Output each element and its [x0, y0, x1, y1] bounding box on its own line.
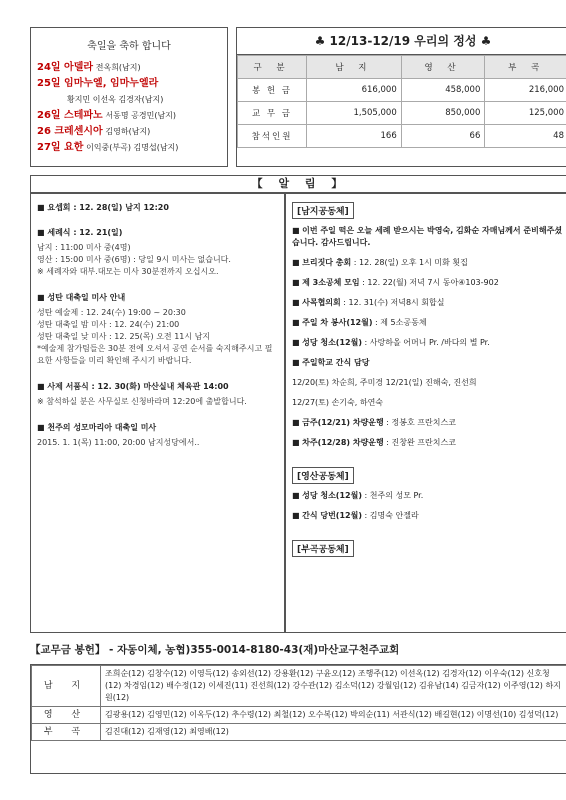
- feast-names: 전옥희(남지): [95, 63, 141, 72]
- feast-day: 27일 요한: [37, 142, 84, 153]
- announcement-line: 성탄 대축일 밤 미사 : 12. 24(수) 21:00: [37, 320, 180, 329]
- donation-names: 김광용(12) 김영민(12) 이옥두(12) 추수령(12) 최철(12) 오수복(12) 박의순(11) 서관식(12) 배길현(12) 이명선(10) 김성덕(12): [101, 707, 566, 724]
- community-notice: [292, 257, 563, 269]
- announcement-heading: ■ 요셉회 : 12. 28(일) 남지 12:20: [37, 202, 278, 213]
- bugok-community-label: [부곡공동체]: [292, 540, 354, 557]
- notice-detail: : 천주의 성모 Pr.: [361, 491, 424, 500]
- announcement-line: 영산 : 15:00 미사 중(6명) : 당일 9시 미사는 없습니다.: [37, 255, 231, 264]
- feast-line: [37, 140, 221, 156]
- notice-title: 브리짓다 총회: [302, 258, 352, 267]
- offering-table: [237, 55, 566, 148]
- offering-value: 166: [307, 125, 402, 148]
- offering-value: 1,505,000: [307, 102, 402, 125]
- announcement-block: [37, 381, 278, 408]
- feast-names: 김영하(남지): [105, 127, 151, 136]
- feast-day: 26일 스테파노: [37, 110, 103, 121]
- community-notice: [292, 490, 563, 502]
- announcement-line: 성탄 예술제 : 12. 24(수) 19:00 ~ 20:30: [37, 308, 186, 317]
- offering-row: [238, 125, 566, 148]
- offering-header-cell: 남 지: [307, 56, 402, 79]
- donation-table: [31, 665, 566, 741]
- notice-detail: : 사랑하올 어머니 Pr. /바다의 별 Pr.: [361, 338, 490, 347]
- announcement-block: [37, 202, 278, 213]
- offering-box: [236, 27, 566, 167]
- notice-detail: : 정봉호 프란치스코: [383, 418, 456, 427]
- feast-line: [37, 124, 221, 140]
- feast-line: [37, 60, 221, 76]
- announcement-line: ※ 참석하실 분은 사무실로 신청바라며 12:20에 출발합니다.: [37, 397, 247, 406]
- offering-row-label: 봉 헌 금: [238, 79, 307, 102]
- announcement-block: [37, 227, 278, 278]
- yeongsan-community-label: [영산공동체]: [292, 467, 354, 484]
- announcement-line: *예술제 참가팀들은 30분 전에 오셔서 공연 순서를 숙지해주시고 필요한 사항들을 미리 확인해 주시기 바랍니다.: [37, 344, 273, 365]
- notice-title: 주일학교 간식 담당: [302, 358, 370, 367]
- notice-title: 사목협의회: [302, 298, 341, 307]
- notice-detail: : 진창완 프란치스코: [383, 438, 456, 447]
- announcement-block: [37, 292, 278, 367]
- feast-day: 24일 아델라: [37, 62, 94, 73]
- notice-detail: : 김명숙 안젤라: [361, 511, 419, 520]
- donation-row: [32, 666, 566, 707]
- feast-line: [37, 76, 221, 92]
- donation-names: 조희순(12) 김창수(12) 이영득(12) 송외선(12) 강용환(12) 구윤오(12) 조행주(12) 이선옥(12) 김경자(12) 이우숙(12) 신호청(12) 차경임(12) 배수정(12) 이세진(11) 진선희(12) 강수관(12) 김소덕(12) 강월임(12) 김유남(14) 김금자(12) 이주영(12) 하지원(12): [101, 666, 566, 707]
- feast-names: 이익중(부곡) 김명섭(남지): [86, 143, 179, 152]
- donation-row: [32, 724, 566, 741]
- feast-line: [37, 92, 221, 108]
- community-notice: [292, 437, 563, 449]
- donation-group: 부 곡: [32, 724, 101, 741]
- offering-value: 66: [401, 125, 485, 148]
- offering-value: 616,000: [307, 79, 402, 102]
- offering-row-label: 참석인원: [238, 125, 307, 148]
- announcement-heading: ■ 천주의 성모마리아 대축일 미사: [37, 422, 278, 433]
- announcement-heading: ■ 사제 서품식 : 12. 30(화) 마산실내 체육관 14:00: [37, 381, 278, 392]
- offering-row: [238, 102, 566, 125]
- community-notice: [292, 317, 563, 329]
- donation-group: 영 산: [32, 707, 101, 724]
- offering-header-cell: 부 곡: [485, 56, 566, 79]
- notice-detail: : 12. 28(일) 오후 1시 미화 횟집: [351, 258, 468, 267]
- notice-title: 차주(12/28) 차량운행: [302, 438, 384, 447]
- notice-detail: : 12. 31(수) 저녁8시 회합실: [340, 298, 445, 307]
- offering-value: 458,000: [401, 79, 485, 102]
- notice-detail: : 12. 22(월) 저녁 7시 동아④103-902: [359, 278, 499, 287]
- community-notice: [292, 337, 563, 349]
- offering-value: 216,000: [485, 79, 566, 102]
- announcements-title: 【 알 림 】: [30, 175, 566, 193]
- offering-header-cell: 구 분: [238, 56, 307, 79]
- notice-title: 성당 청소(12월): [302, 338, 362, 347]
- announcement-line: 남지 : 11:00 미사 중(4명): [37, 243, 131, 252]
- notice-title: 간식 당번(12월): [302, 511, 362, 520]
- community-notice: [292, 510, 563, 522]
- announcement-line: 성탄 대축일 낮 미사 : 12. 25(목) 오전 11시 남지: [37, 332, 211, 341]
- offering-row: [238, 79, 566, 102]
- announcements-right-column: [285, 193, 566, 633]
- feast-line: [37, 108, 221, 124]
- feast-list: [37, 60, 221, 156]
- announcements-left-column: [30, 193, 285, 633]
- offering-value: 48: [485, 125, 566, 148]
- notice-title: 성당 청소(12월): [302, 491, 362, 500]
- snack-schedule-line: 12/20(토) 차순희, 주미경 12/21(일) 진해숙, 진선희: [292, 378, 477, 387]
- announcement-block: [37, 422, 278, 449]
- notice-title: 제 3소공체 모임: [302, 278, 360, 287]
- announcement-line: ※ 세례자와 대부.대모는 미사 30분전까지 오십시오.: [37, 267, 219, 276]
- offering-title: ♣ 12/13-12/19 우리의 정성 ♣: [237, 28, 566, 55]
- community-notice: [292, 297, 563, 309]
- namji-community-label: [남지공동체]: [292, 202, 354, 219]
- community-notice: [292, 225, 563, 249]
- notice-title: 주일 차 봉사(12월): [302, 318, 373, 327]
- offering-header-cell: 영 산: [401, 56, 485, 79]
- notice-title: 금주(12/21) 차량운행: [302, 418, 384, 427]
- community-notice: [292, 277, 563, 289]
- community-notice: [292, 357, 563, 369]
- offering-row-label: 교 무 금: [238, 102, 307, 125]
- offering-value: 125,000: [485, 102, 566, 125]
- feast-title: 축일을 축하 합니다: [87, 41, 171, 52]
- feast-names: 서동명 공경민(남지): [105, 111, 177, 120]
- feast-day: 25일 임마누엘, 임마누엘라: [37, 78, 159, 89]
- donation-row: [32, 707, 566, 724]
- announcement-heading: ■ 세례식 : 12. 21(일): [37, 227, 278, 238]
- announcement-line: 2015. 1. 1(목) 11:00, 20:00 남지성당에서..: [37, 438, 200, 447]
- donation-names: 김진대(12) 김재영(12) 최영배(12): [101, 724, 566, 741]
- notice-detail: : 제 5소공동체: [372, 318, 427, 327]
- community-notice: [292, 417, 563, 429]
- donation-header: 【교무금 봉헌】 - 자동이체, 농협)355-0014-8180-43(재)마산교구천주교회: [30, 644, 400, 656]
- snack-schedule-line: 12/27(토) 손기숙, 하연숙: [292, 398, 384, 407]
- donation-group: 남 지: [32, 666, 101, 707]
- feast-day-box: [30, 27, 228, 167]
- notice-title: 이번 주일 떡은 오늘 세례 받으시는 박영숙, 김화순 자매님께서 준비해주셨습니다. 감사드립니다.: [292, 226, 563, 247]
- announcement-heading: ■ 성탄 대축일 미사 안내: [37, 292, 278, 303]
- feast-day: 26 크레센시아: [37, 126, 103, 137]
- donation-table-box: [30, 664, 566, 774]
- feast-names: 황지민 이선옥 김경자(남지): [67, 95, 164, 104]
- offering-value: 850,000: [401, 102, 485, 125]
